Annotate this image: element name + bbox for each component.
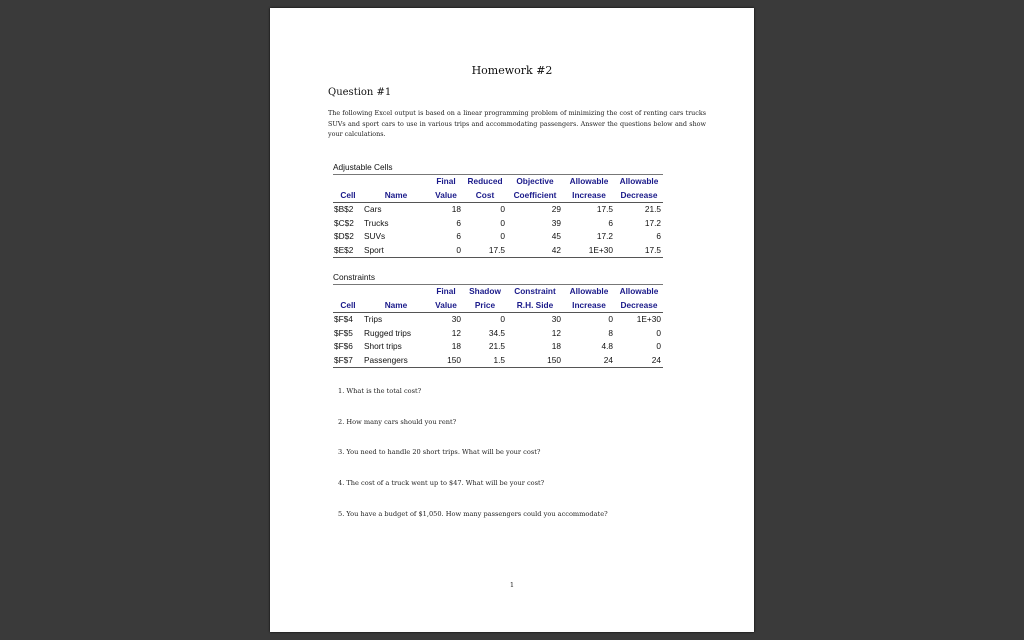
allowable-increase: 8 bbox=[608, 327, 613, 338]
cell-name: Cars bbox=[364, 204, 382, 214]
table-header-row bbox=[333, 189, 663, 203]
adjustable-cells-table bbox=[333, 175, 663, 258]
table-row bbox=[333, 217, 663, 231]
header-cell: Allowable bbox=[569, 176, 609, 186]
header-cell bbox=[363, 285, 429, 299]
header-cell: Increase bbox=[563, 189, 615, 203]
cell-ref: $F$5 bbox=[334, 327, 353, 338]
header-cell: Decrease bbox=[615, 189, 663, 203]
header-cell: Cell bbox=[333, 299, 363, 313]
objective-coefficient: 29 bbox=[551, 204, 561, 214]
shadow-price: 21.5 bbox=[488, 341, 505, 351]
header-cell bbox=[333, 175, 363, 189]
table-row bbox=[333, 340, 663, 354]
objective-coefficient: 45 bbox=[551, 231, 561, 241]
table-header-row bbox=[333, 299, 663, 313]
allowable-decrease: 17.2 bbox=[644, 217, 661, 228]
allowable-decrease: 17.5 bbox=[615, 244, 663, 258]
question-item: 1. What is the total cost? bbox=[338, 387, 422, 395]
header-cell: Name bbox=[363, 299, 429, 313]
constraints-table bbox=[333, 285, 663, 368]
header-cell: Value bbox=[429, 299, 463, 313]
shadow-price: 1.5 bbox=[463, 354, 507, 368]
header-cell: Cost bbox=[463, 189, 507, 203]
header-cell: Cell bbox=[333, 189, 363, 203]
final-value: 18 bbox=[451, 204, 461, 214]
constraints-heading: Constraints bbox=[333, 272, 375, 282]
table-row bbox=[333, 327, 663, 341]
cell-name: SUVs bbox=[364, 231, 386, 241]
table-row bbox=[333, 203, 663, 217]
cell-name: Passengers bbox=[363, 354, 429, 368]
cell-ref: $C$2 bbox=[334, 217, 354, 228]
table-row bbox=[333, 244, 663, 258]
shadow-price: 0 bbox=[500, 314, 505, 324]
table-row bbox=[333, 313, 663, 327]
shadow-price: 34.5 bbox=[488, 327, 505, 338]
header-cell: Allowable bbox=[569, 286, 609, 296]
allowable-decrease: 1E+30 bbox=[636, 314, 661, 324]
cell-ref: $B$2 bbox=[334, 204, 354, 214]
final-value: 0 bbox=[429, 244, 463, 258]
objective-coefficient: 39 bbox=[551, 217, 561, 228]
table-row bbox=[333, 354, 663, 368]
header-cell: Price bbox=[463, 299, 507, 313]
cell-name: Sport bbox=[363, 244, 429, 258]
question-list bbox=[338, 384, 718, 537]
intro-paragraph: The following Excel output is based on a linear programming problem of minimizing the cost of renting cars trucks SUVs and sport cars to use in various trips and accommodating passengers. Answer the questions below and show your calculations. bbox=[328, 109, 706, 138]
allowable-decrease: 24 bbox=[615, 354, 663, 368]
table-header-row bbox=[333, 285, 663, 299]
allowable-decrease: 0 bbox=[656, 341, 661, 351]
cell-ref: $E$2 bbox=[333, 244, 363, 258]
header-cell: R.H. Side bbox=[507, 299, 563, 313]
header-cell: Final bbox=[436, 286, 456, 296]
question-item: 3. You need to handle 20 short trips. What will be your cost? bbox=[338, 448, 541, 457]
page-number: 1 bbox=[509, 581, 515, 589]
question-item: 4. The cost of a truck went up to $47. What will be your cost? bbox=[338, 479, 545, 488]
final-value: 150 bbox=[429, 354, 463, 368]
constraint-rhs: 18 bbox=[551, 341, 561, 351]
allowable-increase: 4.8 bbox=[601, 341, 613, 351]
cell-name: Short trips bbox=[364, 341, 402, 351]
objective-coefficient: 42 bbox=[507, 244, 563, 258]
section-title: Question #1 bbox=[328, 87, 392, 98]
final-value: 30 bbox=[451, 314, 461, 324]
header-cell: Name bbox=[363, 189, 429, 203]
allowable-increase: 17.2 bbox=[596, 231, 613, 241]
header-cell: Coefficient bbox=[507, 189, 563, 203]
adjustable-cells-heading: Adjustable Cells bbox=[333, 162, 393, 172]
cell-ref: $F$6 bbox=[334, 341, 353, 351]
header-cell bbox=[333, 285, 363, 299]
allowable-increase: 0 bbox=[608, 314, 613, 324]
document-page bbox=[270, 8, 754, 632]
header-cell: Increase bbox=[563, 299, 615, 313]
constraint-rhs: 30 bbox=[551, 314, 561, 324]
header-cell: Constraint bbox=[514, 286, 556, 296]
reduced-cost: 0 bbox=[500, 231, 505, 241]
cell-ref: $F$4 bbox=[334, 314, 353, 324]
constraints-section bbox=[333, 272, 665, 368]
constraint-rhs: 12 bbox=[551, 327, 561, 338]
allowable-decrease: 0 bbox=[656, 327, 661, 338]
adjustable-cells-section bbox=[333, 162, 665, 258]
header-cell: Value bbox=[429, 189, 463, 203]
reduced-cost: 0 bbox=[500, 217, 505, 228]
cell-ref: $F$7 bbox=[333, 354, 363, 368]
header-cell: Allowable bbox=[619, 176, 659, 186]
header-cell: Final bbox=[436, 176, 456, 186]
header-cell bbox=[363, 175, 429, 189]
allowable-decrease: 6 bbox=[656, 231, 661, 241]
cell-name: Trucks bbox=[364, 217, 389, 228]
header-cell: Allowable bbox=[619, 286, 659, 296]
constraint-rhs: 150 bbox=[507, 354, 563, 368]
final-value: 6 bbox=[456, 217, 461, 228]
question-item: 5. You have a budget of $1,050. How many passengers could you accommodate? bbox=[338, 509, 608, 518]
header-cell: Objective bbox=[516, 176, 554, 186]
cell-name: Rugged trips bbox=[364, 327, 412, 338]
header-cell: Decrease bbox=[615, 299, 663, 313]
final-value: 12 bbox=[451, 327, 461, 338]
cell-name: Trips bbox=[364, 314, 383, 324]
reduced-cost: 17.5 bbox=[463, 244, 507, 258]
table-row bbox=[333, 230, 663, 244]
header-cell: Reduced bbox=[467, 176, 503, 186]
allowable-increase: 24 bbox=[563, 354, 615, 368]
reduced-cost: 0 bbox=[500, 204, 505, 214]
allowable-increase: 17.5 bbox=[596, 204, 613, 214]
allowable-decrease: 21.5 bbox=[644, 204, 661, 214]
allowable-increase: 1E+30 bbox=[563, 244, 615, 258]
final-value: 18 bbox=[451, 341, 461, 351]
header-cell: Shadow bbox=[469, 286, 501, 296]
cell-ref: $D$2 bbox=[334, 231, 354, 241]
document-title: Homework #2 bbox=[471, 64, 553, 77]
table-header-row bbox=[333, 175, 663, 189]
allowable-increase: 6 bbox=[608, 217, 613, 228]
question-item: 2. How many cars should you rent? bbox=[338, 417, 457, 426]
final-value: 6 bbox=[456, 231, 461, 241]
